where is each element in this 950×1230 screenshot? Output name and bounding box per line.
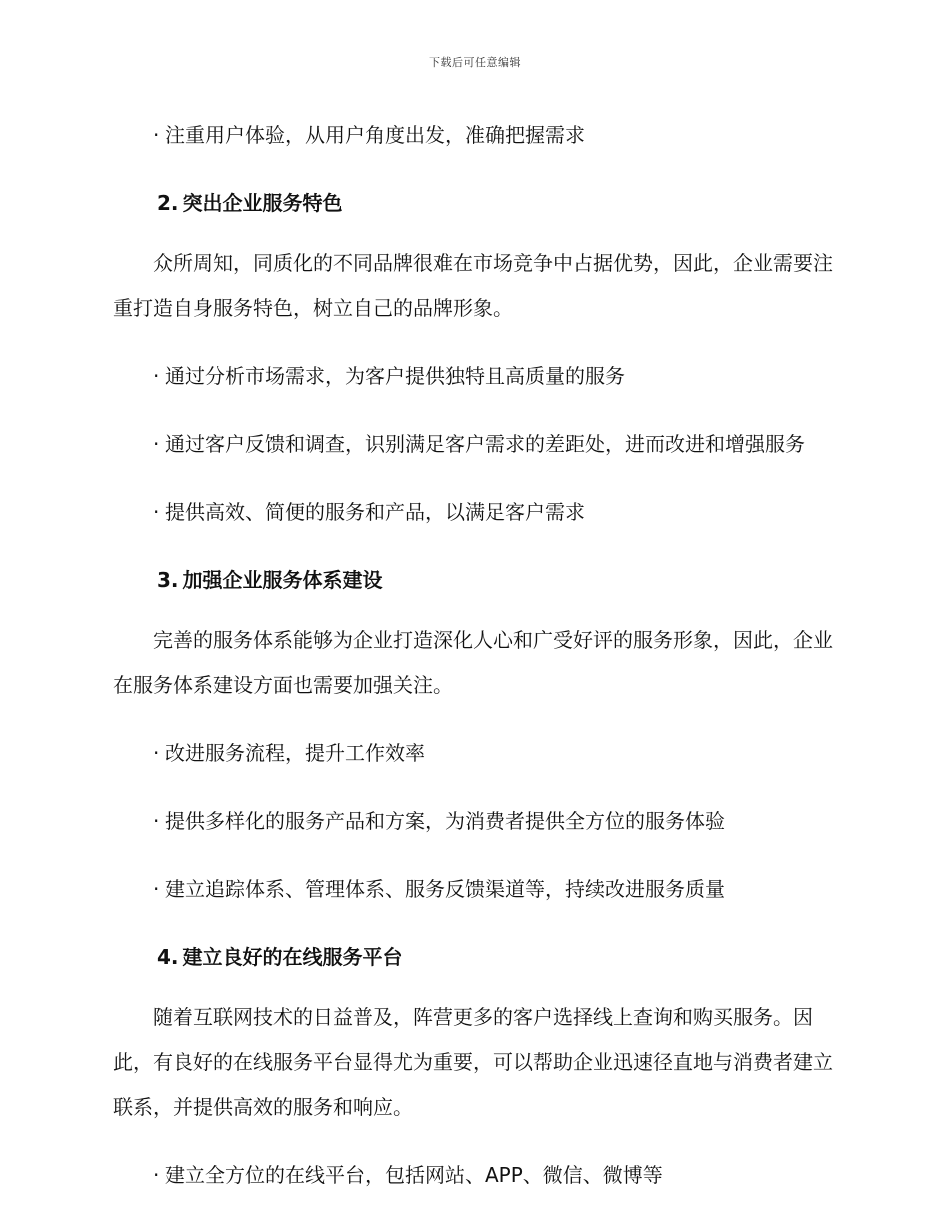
section-heading <box>113 558 833 603</box>
bullet-item <box>113 799 833 844</box>
bullet-dot: · <box>153 500 160 524</box>
section-title: 建立良好的在线服务平台 <box>182 945 403 969</box>
bullet-item <box>113 354 833 399</box>
bullet-text: 通过分析市场需求，为客户提供独特且高质量的服务 <box>165 364 625 388</box>
bullet-item <box>113 731 833 776</box>
bullet-item <box>113 1153 833 1198</box>
bullet-item <box>113 490 833 535</box>
bullet-item <box>113 113 833 158</box>
bullet-item <box>113 422 833 467</box>
bullet-text: 通过客户反馈和调查，识别满足客户需求的差距处，进而改进和增强服务 <box>165 432 805 456</box>
section-number: 3. <box>157 568 179 592</box>
bullet-item <box>113 867 833 912</box>
bullet-text: 建立追踪体系、管理体系、服务反馈渠道等，持续改进服务质量 <box>165 877 725 901</box>
bullet-dot: · <box>153 1163 160 1187</box>
bullet-dot: · <box>153 432 160 456</box>
section-heading <box>113 935 833 980</box>
bullet-dot: · <box>153 809 160 833</box>
bullet-text: 提供高效、简便的服务和产品，以满足客户需求 <box>165 500 585 524</box>
bullet-dot: · <box>153 364 160 388</box>
bullet-text: 注重用户体验，从用户角度出发，准确把握需求 <box>165 123 585 147</box>
paragraph: 随着互联网技术的日益普及，阵营更多的客户选择线上查询和购买服务。因此，有良好的在线服务平台显得尤为重要，可以帮助企业迅速径直地与消费者建立联系，并提供高效的服务和响应。 <box>113 1005 833 1119</box>
document-body <box>113 113 833 1221</box>
bullet-text: 建立全方位的在线平台，包括网站、APP、微信、微博等 <box>165 1163 663 1187</box>
paragraph: 完善的服务体系能够为企业打造深化人心和广受好评的服务形象，因此，企业在服务体系建设方面也需要加强关注。 <box>113 628 833 697</box>
section-title: 突出企业服务特色 <box>182 191 343 215</box>
section-number: 4. <box>157 945 179 969</box>
bullet-dot: · <box>153 877 160 901</box>
bullet-dot: · <box>153 123 160 147</box>
section-number: 2. <box>157 191 179 215</box>
bullet-text: 提供多样化的服务产品和方案，为消费者提供全方位的服务体验 <box>165 809 725 833</box>
bullet-dot: · <box>153 741 160 765</box>
section-title: 加强企业服务体系建设 <box>182 568 383 592</box>
bullet-text: 改进服务流程，提升工作效率 <box>165 741 425 765</box>
paragraph: 众所周知，同质化的不同品牌很难在市场竞争中占据优势，因此，企业需要注重打造自身服务特色，树立自己的品牌形象。 <box>113 251 833 320</box>
section-heading <box>113 181 833 226</box>
page-header: 下载后可任意编辑 <box>429 56 521 69</box>
